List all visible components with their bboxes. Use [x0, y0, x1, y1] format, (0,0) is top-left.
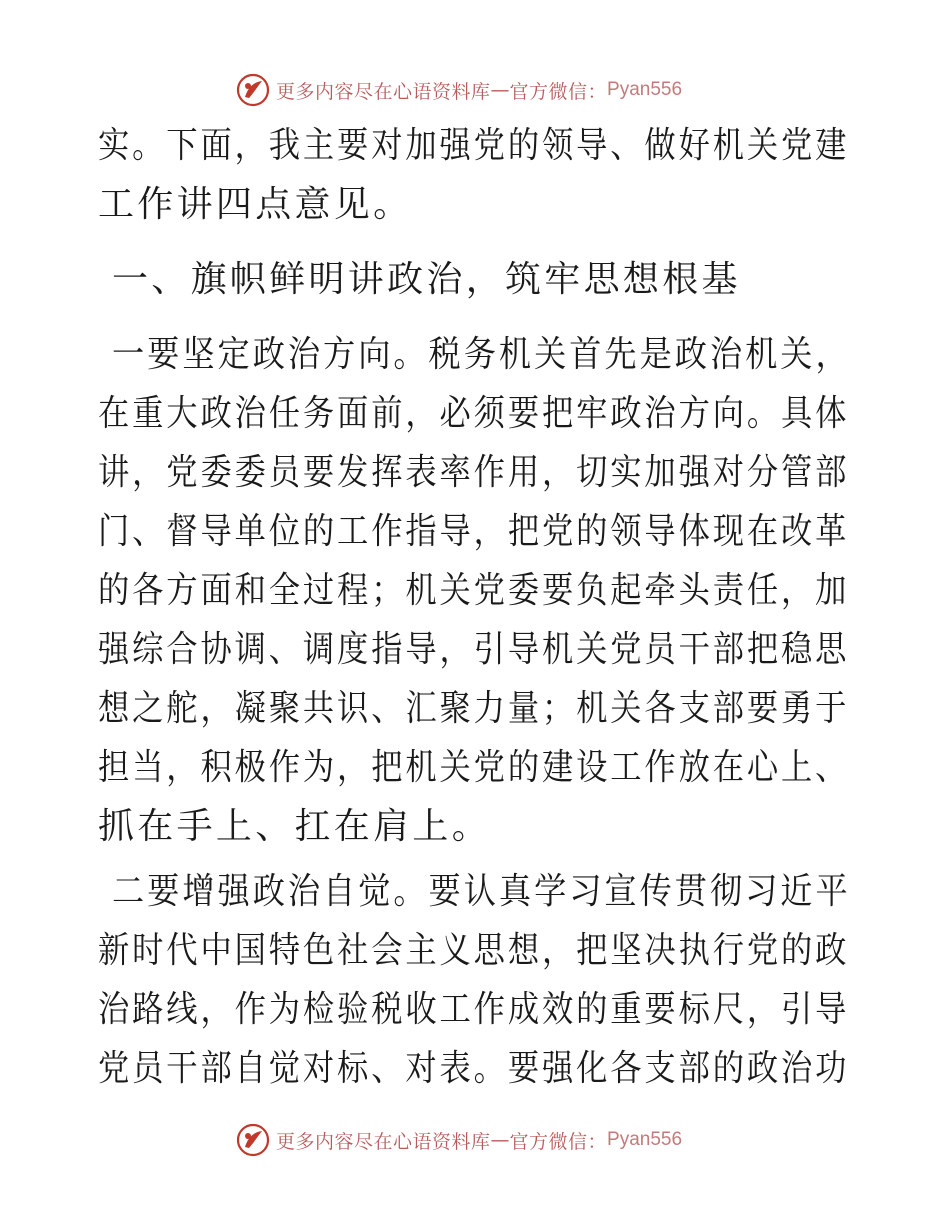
text-line: 工作讲四点意见。: [98, 184, 413, 225]
text-line: 新时代中国特色社会主义思想，把坚决执行党的政: [98, 930, 850, 971]
watermark-separator: —: [490, 79, 510, 101]
text-line: 想之舵，凝聚共识、汇聚力量；机关各支部要勇于: [98, 688, 850, 729]
watermark-separator: —: [490, 1129, 510, 1151]
text-line: 抓在手上、扛在肩上。: [98, 806, 492, 847]
text-line: 治路线，作为检验税收工作成效的重要标尺，引导: [98, 989, 850, 1030]
watermark-site-text: 更多内容尽在心语资料库: [276, 1130, 491, 1153]
header-watermark: [236, 70, 682, 110]
text-line: 的各方面和全过程；机关党委要负起牵头责任，加: [98, 570, 850, 611]
text-line: 一要坚定政治方向。税务机关首先是政治机关，: [112, 334, 851, 375]
text-line: 强综合协调、调度指导，引导机关党员干部把稳思: [98, 629, 850, 670]
section-heading: 一、旗帜鲜明讲政治，筑牢思想根基: [112, 259, 741, 300]
watermark-wechat-id: Pyan556: [607, 79, 683, 100]
text-line: 讲，党委委员要发挥表率作用，切实加强对分管部: [98, 452, 850, 493]
brand-logo-icon: [236, 1123, 270, 1157]
text-line: 在重大政治任务面前，必须要把牢政治方向。具体: [98, 393, 850, 434]
text-line: 门、督导单位的工作指导，把党的领导体现在改革: [98, 511, 850, 552]
watermark-site-text: 更多内容尽在心语资料库: [276, 80, 491, 103]
watermark-wechat-label: 官方微信：: [509, 1130, 608, 1153]
brand-logo-icon: [236, 73, 270, 107]
watermark-wechat-id: Pyan556: [607, 1129, 683, 1150]
text-line: 二要增强政治自觉。要认真学习宣传贯彻习近平: [112, 871, 851, 912]
text-line: 担当，积极作为，把机关党的建设工作放在心上、: [98, 747, 850, 788]
footer-watermark: [236, 1120, 682, 1160]
text-line: 实。下面，我主要对加强党的领导、做好机关党建: [98, 125, 850, 166]
text-line: 党员干部自觉对标、对表。要强化各支部的政治功: [98, 1048, 850, 1089]
watermark-wechat-label: 官方微信：: [509, 80, 608, 103]
